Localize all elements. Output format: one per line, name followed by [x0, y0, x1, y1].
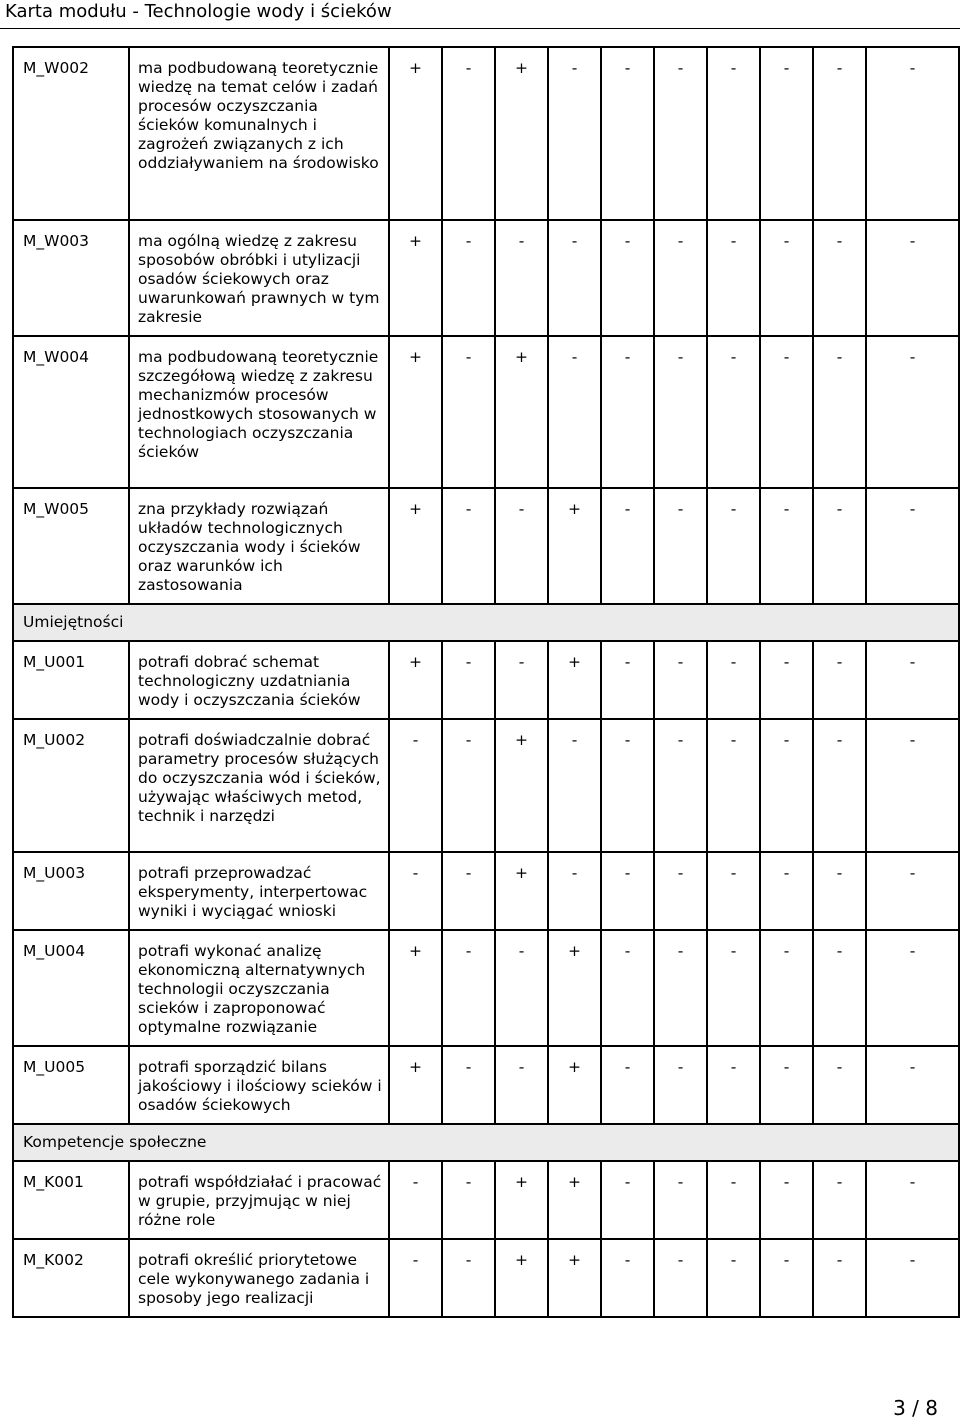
outcome-code: M_K001: [13, 1161, 129, 1239]
mark-cell: +: [389, 1046, 442, 1124]
mark-cell: -: [707, 930, 760, 1046]
mark-cell: -: [442, 488, 495, 604]
mark-cell: -: [654, 641, 707, 719]
outcome-description: potrafi dobrać schemat technologiczny uzdatniania wody i oczyszczania ścieków: [129, 641, 389, 719]
mark-cell: -: [601, 47, 654, 220]
mark-cell: -: [442, 1239, 495, 1317]
mark-cell: -: [654, 719, 707, 852]
mark-cell: -: [813, 641, 866, 719]
mark-cell: -: [707, 719, 760, 852]
mark-cell: -: [654, 852, 707, 930]
mark-cell: -: [389, 1239, 442, 1317]
mark-cell: -: [866, 220, 959, 336]
table-row: [13, 336, 959, 488]
table-row: [13, 719, 959, 852]
page-number: 3 / 8: [893, 1396, 938, 1420]
outcome-description: potrafi określić priorytetowe cele wykonywanego zadania i sposoby jego realizacji: [129, 1239, 389, 1317]
outcome-description: ma ogólną wiedzę z zakresu sposobów obróbki i utylizacji osadów ściekowych oraz uwarunkowań prawnych w tym zakresie: [129, 220, 389, 336]
mark-cell: -: [548, 852, 601, 930]
mark-cell: -: [601, 852, 654, 930]
mark-cell: +: [495, 1239, 548, 1317]
mark-cell: -: [813, 488, 866, 604]
section-heading: Kompetencje społeczne: [13, 1124, 959, 1161]
mark-cell: -: [654, 220, 707, 336]
mark-cell: -: [442, 47, 495, 220]
mark-cell: -: [654, 488, 707, 604]
mark-cell: -: [654, 336, 707, 488]
table-row: [13, 1161, 959, 1239]
mark-cell: -: [760, 220, 813, 336]
mark-cell: -: [654, 1161, 707, 1239]
mark-cell: -: [654, 47, 707, 220]
mark-cell: -: [495, 930, 548, 1046]
mark-cell: -: [707, 220, 760, 336]
mark-cell: +: [389, 930, 442, 1046]
mark-cell: -: [866, 47, 959, 220]
mark-cell: -: [707, 852, 760, 930]
mark-cell: -: [866, 488, 959, 604]
mark-cell: -: [760, 47, 813, 220]
mark-cell: +: [548, 1161, 601, 1239]
mark-cell: +: [548, 1239, 601, 1317]
mark-cell: +: [548, 641, 601, 719]
mark-cell: -: [707, 1046, 760, 1124]
outcome-code: M_U005: [13, 1046, 129, 1124]
mark-cell: -: [760, 1239, 813, 1317]
mark-cell: -: [442, 336, 495, 488]
mark-cell: -: [601, 1046, 654, 1124]
mark-cell: -: [442, 1161, 495, 1239]
mark-cell: -: [866, 719, 959, 852]
mark-cell: -: [601, 1239, 654, 1317]
mark-cell: +: [548, 1046, 601, 1124]
mark-cell: -: [548, 336, 601, 488]
outcome-code: M_U003: [13, 852, 129, 930]
mark-cell: -: [495, 220, 548, 336]
mark-cell: -: [654, 1046, 707, 1124]
section-row: [13, 1124, 959, 1161]
outcome-code: M_U002: [13, 719, 129, 852]
mark-cell: -: [442, 719, 495, 852]
outcome-description: potrafi sporządzić bilans jakościowy i ilościowy scieków i osadów ściekowych: [129, 1046, 389, 1124]
mark-cell: -: [707, 1239, 760, 1317]
page-header: [0, 0, 960, 29]
mark-cell: -: [442, 220, 495, 336]
outcome-code: M_W005: [13, 488, 129, 604]
mark-cell: -: [813, 930, 866, 1046]
mark-cell: -: [760, 488, 813, 604]
mark-cell: -: [866, 641, 959, 719]
mark-cell: -: [495, 1046, 548, 1124]
mark-cell: +: [548, 488, 601, 604]
mark-cell: +: [495, 47, 548, 220]
mark-cell: -: [601, 488, 654, 604]
mark-cell: -: [760, 719, 813, 852]
outcome-code: M_W003: [13, 220, 129, 336]
mark-cell: -: [389, 852, 442, 930]
mark-cell: +: [495, 336, 548, 488]
outcome-description: potrafi doświadczalnie dobrać parametry procesów służących do oczyszczania wód i ścieków, używając właściwych metod, technik i narzędzi: [129, 719, 389, 852]
mark-cell: -: [866, 1161, 959, 1239]
mark-cell: -: [548, 220, 601, 336]
mark-cell: +: [495, 719, 548, 852]
mark-cell: -: [707, 1161, 760, 1239]
mark-cell: -: [495, 641, 548, 719]
mark-cell: -: [813, 220, 866, 336]
mark-cell: -: [654, 930, 707, 1046]
outcome-code: M_U004: [13, 930, 129, 1046]
outcome-code: M_W002: [13, 47, 129, 220]
mark-cell: +: [389, 488, 442, 604]
mark-cell: +: [495, 1161, 548, 1239]
mark-cell: -: [654, 1239, 707, 1317]
mark-cell: -: [601, 930, 654, 1046]
mark-cell: +: [389, 336, 442, 488]
outcome-description: potrafi współdziałać i pracować w grupie, przyjmując w niej różne role: [129, 1161, 389, 1239]
mark-cell: -: [707, 47, 760, 220]
mark-cell: -: [601, 1161, 654, 1239]
table-row: [13, 930, 959, 1046]
table-row: [13, 641, 959, 719]
mark-cell: -: [760, 852, 813, 930]
mark-cell: -: [442, 1046, 495, 1124]
outcome-code: M_W004: [13, 336, 129, 488]
section-heading: Umiejętności: [13, 604, 959, 641]
mark-cell: -: [548, 719, 601, 852]
mark-cell: -: [601, 719, 654, 852]
mark-cell: -: [548, 47, 601, 220]
outcome-description: zna przykłady rozwiązań układów technologicznych oczyszczania wody i ścieków oraz warunków ich zastosowania: [129, 488, 389, 604]
mark-cell: +: [389, 47, 442, 220]
mark-cell: -: [601, 336, 654, 488]
mark-cell: +: [389, 220, 442, 336]
mark-cell: -: [866, 1239, 959, 1317]
mark-cell: -: [813, 1046, 866, 1124]
mark-cell: -: [813, 719, 866, 852]
mark-cell: -: [495, 488, 548, 604]
mark-cell: -: [707, 488, 760, 604]
mark-cell: -: [813, 47, 866, 220]
learning-outcomes-table: [12, 46, 960, 1318]
table-body: [13, 47, 959, 1317]
mark-cell: -: [707, 641, 760, 719]
mark-cell: -: [601, 641, 654, 719]
mark-cell: -: [813, 852, 866, 930]
mark-cell: -: [813, 1161, 866, 1239]
header-title: Karta modułu - Technologie wody i ścieków: [5, 1, 392, 22]
mark-cell: -: [866, 930, 959, 1046]
table-row: [13, 488, 959, 604]
table-row: [13, 220, 959, 336]
mark-cell: -: [389, 719, 442, 852]
mark-cell: -: [866, 1046, 959, 1124]
mark-cell: +: [389, 641, 442, 719]
mark-cell: -: [601, 220, 654, 336]
section-row: [13, 604, 959, 641]
outcome-code: M_U001: [13, 641, 129, 719]
outcome-code: M_K002: [13, 1239, 129, 1317]
mark-cell: -: [866, 336, 959, 488]
mark-cell: -: [442, 641, 495, 719]
mark-cell: -: [389, 1161, 442, 1239]
outcome-description: ma podbudowaną teoretycznie wiedzę na temat celów i zadań procesów oczyszczania ścieków komunalnych i zagrożeń związanych z ich oddziaływaniem na środowisko: [129, 47, 389, 220]
mark-cell: -: [442, 852, 495, 930]
outcome-description: potrafi wykonać analizę ekonomiczną alternatywnych technologii oczyszczania scieków i zaproponować optymalne rozwiązanie: [129, 930, 389, 1046]
mark-cell: -: [866, 852, 959, 930]
mark-cell: -: [707, 336, 760, 488]
mark-cell: -: [760, 641, 813, 719]
mark-cell: -: [442, 930, 495, 1046]
table-row: [13, 47, 959, 220]
mark-cell: -: [813, 1239, 866, 1317]
mark-cell: +: [495, 852, 548, 930]
mark-cell: -: [760, 1161, 813, 1239]
mark-cell: -: [760, 930, 813, 1046]
mark-cell: -: [813, 336, 866, 488]
outcome-description: potrafi przeprowadzać eksperymenty, interpertowac wyniki i wyciągać wnioski: [129, 852, 389, 930]
table-row: [13, 1239, 959, 1317]
mark-cell: -: [760, 1046, 813, 1124]
table-row: [13, 1046, 959, 1124]
table-row: [13, 852, 959, 930]
mark-cell: +: [548, 930, 601, 1046]
outcome-description: ma podbudowaną teoretycznie szczegółową wiedzę z zakresu mechanizmów procesów jednostkowych stosowanych w technologiach oczyszczania ścieków: [129, 336, 389, 488]
mark-cell: -: [760, 336, 813, 488]
